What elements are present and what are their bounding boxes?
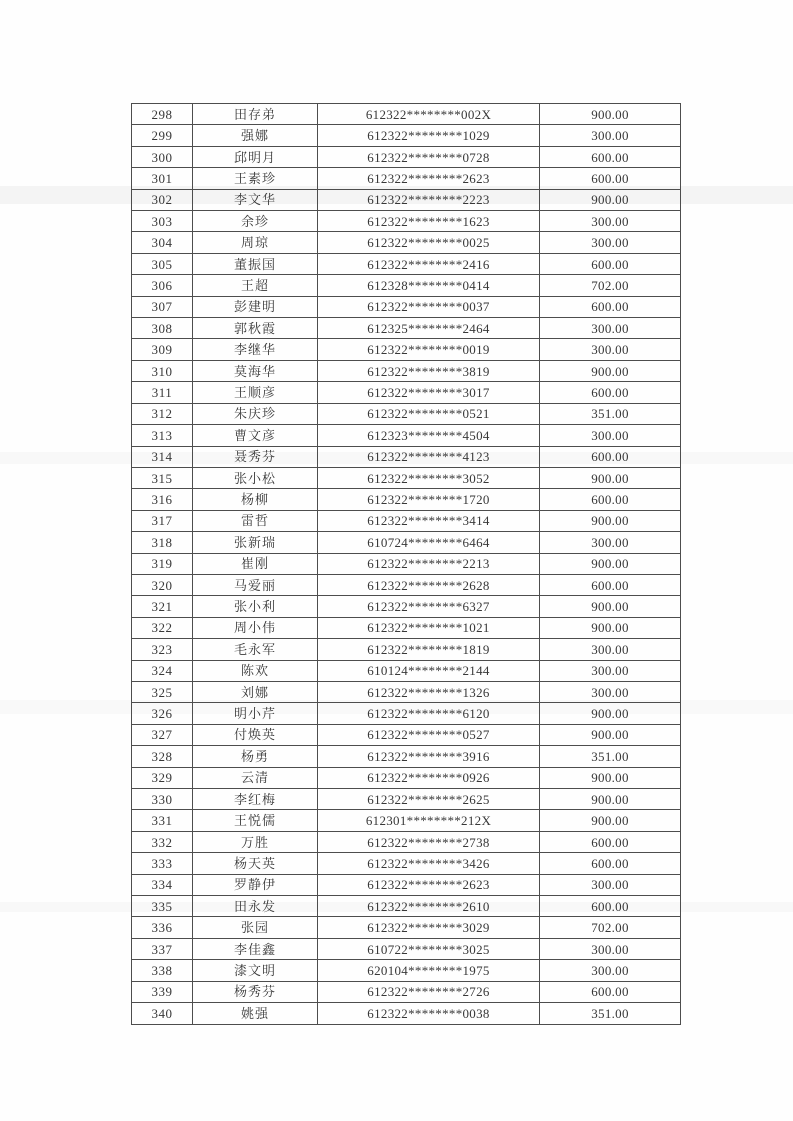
table-row bbox=[132, 938, 681, 959]
table-row bbox=[132, 104, 681, 125]
table-row bbox=[132, 467, 681, 488]
amount-cell: 300.00 bbox=[540, 639, 681, 660]
person-name-cell: 毛永军 bbox=[193, 639, 318, 660]
person-name-cell: 莫海华 bbox=[193, 360, 318, 381]
table-row bbox=[132, 596, 681, 617]
masked-id-cell: 612322********1819 bbox=[318, 639, 540, 660]
row-number-cell: 308 bbox=[132, 318, 193, 339]
table-row bbox=[132, 339, 681, 360]
masked-id-cell: 612322********2416 bbox=[318, 253, 540, 274]
row-number-cell: 331 bbox=[132, 810, 193, 831]
amount-cell: 600.00 bbox=[540, 446, 681, 467]
person-name-cell: 罗静伊 bbox=[193, 874, 318, 895]
amount-cell: 351.00 bbox=[540, 403, 681, 424]
table-row bbox=[132, 789, 681, 810]
masked-id-cell: 612322********3052 bbox=[318, 467, 540, 488]
masked-id-cell: 612322********3017 bbox=[318, 382, 540, 403]
roster-table bbox=[131, 103, 681, 1025]
table-row bbox=[132, 232, 681, 253]
row-number-cell: 313 bbox=[132, 425, 193, 446]
table-row bbox=[132, 960, 681, 981]
person-name-cell: 马爱丽 bbox=[193, 574, 318, 595]
table-row bbox=[132, 211, 681, 232]
person-name-cell: 王悦儒 bbox=[193, 810, 318, 831]
person-name-cell: 漆文明 bbox=[193, 960, 318, 981]
table-row bbox=[132, 874, 681, 895]
amount-cell: 900.00 bbox=[540, 467, 681, 488]
amount-cell: 351.00 bbox=[540, 1003, 681, 1025]
person-name-cell: 云清 bbox=[193, 767, 318, 788]
person-name-cell: 田存弟 bbox=[193, 104, 318, 125]
row-number-cell: 333 bbox=[132, 853, 193, 874]
amount-cell: 300.00 bbox=[540, 232, 681, 253]
row-number-cell: 309 bbox=[132, 339, 193, 360]
masked-id-cell: 612322********0037 bbox=[318, 296, 540, 317]
row-number-cell: 319 bbox=[132, 553, 193, 574]
table-row bbox=[132, 810, 681, 831]
person-name-cell: 姚强 bbox=[193, 1003, 318, 1025]
amount-cell: 600.00 bbox=[540, 831, 681, 852]
table-row bbox=[132, 168, 681, 189]
masked-id-cell: 612322********0926 bbox=[318, 767, 540, 788]
row-number-cell: 334 bbox=[132, 874, 193, 895]
row-number-cell: 300 bbox=[132, 146, 193, 167]
masked-id-cell: 610124********2144 bbox=[318, 660, 540, 681]
person-name-cell: 陈欢 bbox=[193, 660, 318, 681]
person-name-cell: 崔刚 bbox=[193, 553, 318, 574]
row-number-cell: 338 bbox=[132, 960, 193, 981]
table-row bbox=[132, 510, 681, 531]
person-name-cell: 彭建明 bbox=[193, 296, 318, 317]
table-row bbox=[132, 125, 681, 146]
row-number-cell: 311 bbox=[132, 382, 193, 403]
masked-id-cell: 612322********2726 bbox=[318, 981, 540, 1002]
amount-cell: 300.00 bbox=[540, 339, 681, 360]
masked-id-cell: 612301********212X bbox=[318, 810, 540, 831]
row-number-cell: 329 bbox=[132, 767, 193, 788]
table-row bbox=[132, 574, 681, 595]
table-row bbox=[132, 360, 681, 381]
row-number-cell: 298 bbox=[132, 104, 193, 125]
masked-id-cell: 612322********2213 bbox=[318, 553, 540, 574]
amount-cell: 600.00 bbox=[540, 146, 681, 167]
masked-id-cell: 612322********2738 bbox=[318, 831, 540, 852]
amount-cell: 300.00 bbox=[540, 681, 681, 702]
amount-cell: 900.00 bbox=[540, 360, 681, 381]
amount-cell: 300.00 bbox=[540, 960, 681, 981]
person-name-cell: 朱庆珍 bbox=[193, 403, 318, 424]
masked-id-cell: 610724********6464 bbox=[318, 532, 540, 553]
row-number-cell: 325 bbox=[132, 681, 193, 702]
masked-id-cell: 612322********2610 bbox=[318, 896, 540, 917]
row-number-cell: 315 bbox=[132, 467, 193, 488]
amount-cell: 300.00 bbox=[540, 425, 681, 446]
amount-cell: 900.00 bbox=[540, 104, 681, 125]
person-name-cell: 张园 bbox=[193, 917, 318, 938]
person-name-cell: 强娜 bbox=[193, 125, 318, 146]
amount-cell: 900.00 bbox=[540, 510, 681, 531]
table-row bbox=[132, 724, 681, 745]
table-row bbox=[132, 532, 681, 553]
row-number-cell: 303 bbox=[132, 211, 193, 232]
masked-id-cell: 612322********3414 bbox=[318, 510, 540, 531]
person-name-cell: 周琼 bbox=[193, 232, 318, 253]
amount-cell: 300.00 bbox=[540, 211, 681, 232]
person-name-cell: 明小芹 bbox=[193, 703, 318, 724]
table-row bbox=[132, 896, 681, 917]
masked-id-cell: 612322********0025 bbox=[318, 232, 540, 253]
masked-id-cell: 612322********0038 bbox=[318, 1003, 540, 1025]
person-name-cell: 万胜 bbox=[193, 831, 318, 852]
person-name-cell: 邱明月 bbox=[193, 146, 318, 167]
amount-cell: 300.00 bbox=[540, 938, 681, 959]
masked-id-cell: 612322********2623 bbox=[318, 874, 540, 895]
masked-id-cell: 612322********0019 bbox=[318, 339, 540, 360]
person-name-cell: 余珍 bbox=[193, 211, 318, 232]
row-number-cell: 307 bbox=[132, 296, 193, 317]
roster-table-body bbox=[132, 104, 681, 1025]
row-number-cell: 336 bbox=[132, 917, 193, 938]
person-name-cell: 郭秋霞 bbox=[193, 318, 318, 339]
table-row bbox=[132, 1003, 681, 1025]
amount-cell: 900.00 bbox=[540, 189, 681, 210]
masked-id-cell: 612322********1021 bbox=[318, 617, 540, 638]
row-number-cell: 299 bbox=[132, 125, 193, 146]
amount-cell: 600.00 bbox=[540, 981, 681, 1002]
row-number-cell: 304 bbox=[132, 232, 193, 253]
masked-id-cell: 612322********1720 bbox=[318, 489, 540, 510]
amount-cell: 900.00 bbox=[540, 553, 681, 574]
table-row bbox=[132, 681, 681, 702]
amount-cell: 900.00 bbox=[540, 810, 681, 831]
table-row bbox=[132, 767, 681, 788]
masked-id-cell: 612322********3916 bbox=[318, 746, 540, 767]
person-name-cell: 李红梅 bbox=[193, 789, 318, 810]
amount-cell: 600.00 bbox=[540, 168, 681, 189]
amount-cell: 600.00 bbox=[540, 896, 681, 917]
row-number-cell: 302 bbox=[132, 189, 193, 210]
person-name-cell: 曹文彦 bbox=[193, 425, 318, 446]
table-row bbox=[132, 617, 681, 638]
table-row bbox=[132, 831, 681, 852]
masked-id-cell: 612322********3426 bbox=[318, 853, 540, 874]
masked-id-cell: 612322********4123 bbox=[318, 446, 540, 467]
amount-cell: 600.00 bbox=[540, 853, 681, 874]
amount-cell: 900.00 bbox=[540, 617, 681, 638]
person-name-cell: 董振国 bbox=[193, 253, 318, 274]
masked-id-cell: 612322********1029 bbox=[318, 125, 540, 146]
amount-cell: 900.00 bbox=[540, 789, 681, 810]
row-number-cell: 339 bbox=[132, 981, 193, 1002]
masked-id-cell: 612322********3819 bbox=[318, 360, 540, 381]
amount-cell: 300.00 bbox=[540, 125, 681, 146]
row-number-cell: 326 bbox=[132, 703, 193, 724]
row-number-cell: 318 bbox=[132, 532, 193, 553]
row-number-cell: 314 bbox=[132, 446, 193, 467]
masked-id-cell: 612322********2628 bbox=[318, 574, 540, 595]
person-name-cell: 田永发 bbox=[193, 896, 318, 917]
amount-cell: 600.00 bbox=[540, 489, 681, 510]
person-name-cell: 杨秀芬 bbox=[193, 981, 318, 1002]
amount-cell: 702.00 bbox=[540, 275, 681, 296]
person-name-cell: 张小松 bbox=[193, 467, 318, 488]
person-name-cell: 雷哲 bbox=[193, 510, 318, 531]
row-number-cell: 312 bbox=[132, 403, 193, 424]
row-number-cell: 324 bbox=[132, 660, 193, 681]
masked-id-cell: 612322********0527 bbox=[318, 724, 540, 745]
amount-cell: 900.00 bbox=[540, 724, 681, 745]
masked-id-cell: 612322********6327 bbox=[318, 596, 540, 617]
amount-cell: 900.00 bbox=[540, 596, 681, 617]
row-number-cell: 301 bbox=[132, 168, 193, 189]
person-name-cell: 李文华 bbox=[193, 189, 318, 210]
row-number-cell: 320 bbox=[132, 574, 193, 595]
amount-cell: 600.00 bbox=[540, 382, 681, 403]
person-name-cell: 王超 bbox=[193, 275, 318, 296]
person-name-cell: 杨柳 bbox=[193, 489, 318, 510]
row-number-cell: 321 bbox=[132, 596, 193, 617]
amount-cell: 300.00 bbox=[540, 532, 681, 553]
table-row bbox=[132, 981, 681, 1002]
masked-id-cell: 612322********2623 bbox=[318, 168, 540, 189]
masked-id-cell: 612322********2625 bbox=[318, 789, 540, 810]
table-row bbox=[132, 853, 681, 874]
masked-id-cell: 612322********6120 bbox=[318, 703, 540, 724]
masked-id-cell: 612322********2223 bbox=[318, 189, 540, 210]
masked-id-cell: 612322********1326 bbox=[318, 681, 540, 702]
amount-cell: 300.00 bbox=[540, 660, 681, 681]
person-name-cell: 李佳鑫 bbox=[193, 938, 318, 959]
amount-cell: 900.00 bbox=[540, 703, 681, 724]
row-number-cell: 328 bbox=[132, 746, 193, 767]
amount-cell: 351.00 bbox=[540, 746, 681, 767]
row-number-cell: 323 bbox=[132, 639, 193, 660]
person-name-cell: 聂秀芬 bbox=[193, 446, 318, 467]
table-row bbox=[132, 917, 681, 938]
masked-id-cell: 612323********4504 bbox=[318, 425, 540, 446]
table-row bbox=[132, 425, 681, 446]
row-number-cell: 330 bbox=[132, 789, 193, 810]
person-name-cell: 张新瑞 bbox=[193, 532, 318, 553]
row-number-cell: 322 bbox=[132, 617, 193, 638]
table-row bbox=[132, 275, 681, 296]
masked-id-cell: 612325********2464 bbox=[318, 318, 540, 339]
masked-id-cell: 612322********0728 bbox=[318, 146, 540, 167]
person-name-cell: 杨勇 bbox=[193, 746, 318, 767]
masked-id-cell: 612322********0521 bbox=[318, 403, 540, 424]
table-row bbox=[132, 382, 681, 403]
row-number-cell: 327 bbox=[132, 724, 193, 745]
person-name-cell: 王顺彦 bbox=[193, 382, 318, 403]
table-row bbox=[132, 403, 681, 424]
table-row bbox=[132, 660, 681, 681]
row-number-cell: 332 bbox=[132, 831, 193, 852]
table-row bbox=[132, 489, 681, 510]
table-row bbox=[132, 318, 681, 339]
amount-cell: 702.00 bbox=[540, 917, 681, 938]
amount-cell: 600.00 bbox=[540, 296, 681, 317]
table-row bbox=[132, 639, 681, 660]
table-row bbox=[132, 189, 681, 210]
person-name-cell: 周小伟 bbox=[193, 617, 318, 638]
row-number-cell: 340 bbox=[132, 1003, 193, 1025]
row-number-cell: 337 bbox=[132, 938, 193, 959]
person-name-cell: 王素珍 bbox=[193, 168, 318, 189]
table-row bbox=[132, 146, 681, 167]
table-row bbox=[132, 446, 681, 467]
person-name-cell: 李继华 bbox=[193, 339, 318, 360]
table-row bbox=[132, 253, 681, 274]
amount-cell: 900.00 bbox=[540, 767, 681, 788]
person-name-cell: 刘娜 bbox=[193, 681, 318, 702]
person-name-cell: 付焕英 bbox=[193, 724, 318, 745]
row-number-cell: 306 bbox=[132, 275, 193, 296]
person-name-cell: 张小利 bbox=[193, 596, 318, 617]
amount-cell: 300.00 bbox=[540, 874, 681, 895]
amount-cell: 600.00 bbox=[540, 574, 681, 595]
table-row bbox=[132, 703, 681, 724]
amount-cell: 600.00 bbox=[540, 253, 681, 274]
row-number-cell: 305 bbox=[132, 253, 193, 274]
row-number-cell: 317 bbox=[132, 510, 193, 531]
person-name-cell: 杨天英 bbox=[193, 853, 318, 874]
row-number-cell: 310 bbox=[132, 360, 193, 381]
masked-id-cell: 612322********1623 bbox=[318, 211, 540, 232]
row-number-cell: 316 bbox=[132, 489, 193, 510]
row-number-cell: 335 bbox=[132, 896, 193, 917]
table-row bbox=[132, 746, 681, 767]
table-row bbox=[132, 553, 681, 574]
table-row bbox=[132, 296, 681, 317]
masked-id-cell: 612322********3029 bbox=[318, 917, 540, 938]
masked-id-cell: 612328********0414 bbox=[318, 275, 540, 296]
masked-id-cell: 612322********002X bbox=[318, 104, 540, 125]
amount-cell: 300.00 bbox=[540, 318, 681, 339]
masked-id-cell: 610722********3025 bbox=[318, 938, 540, 959]
masked-id-cell: 620104********1975 bbox=[318, 960, 540, 981]
